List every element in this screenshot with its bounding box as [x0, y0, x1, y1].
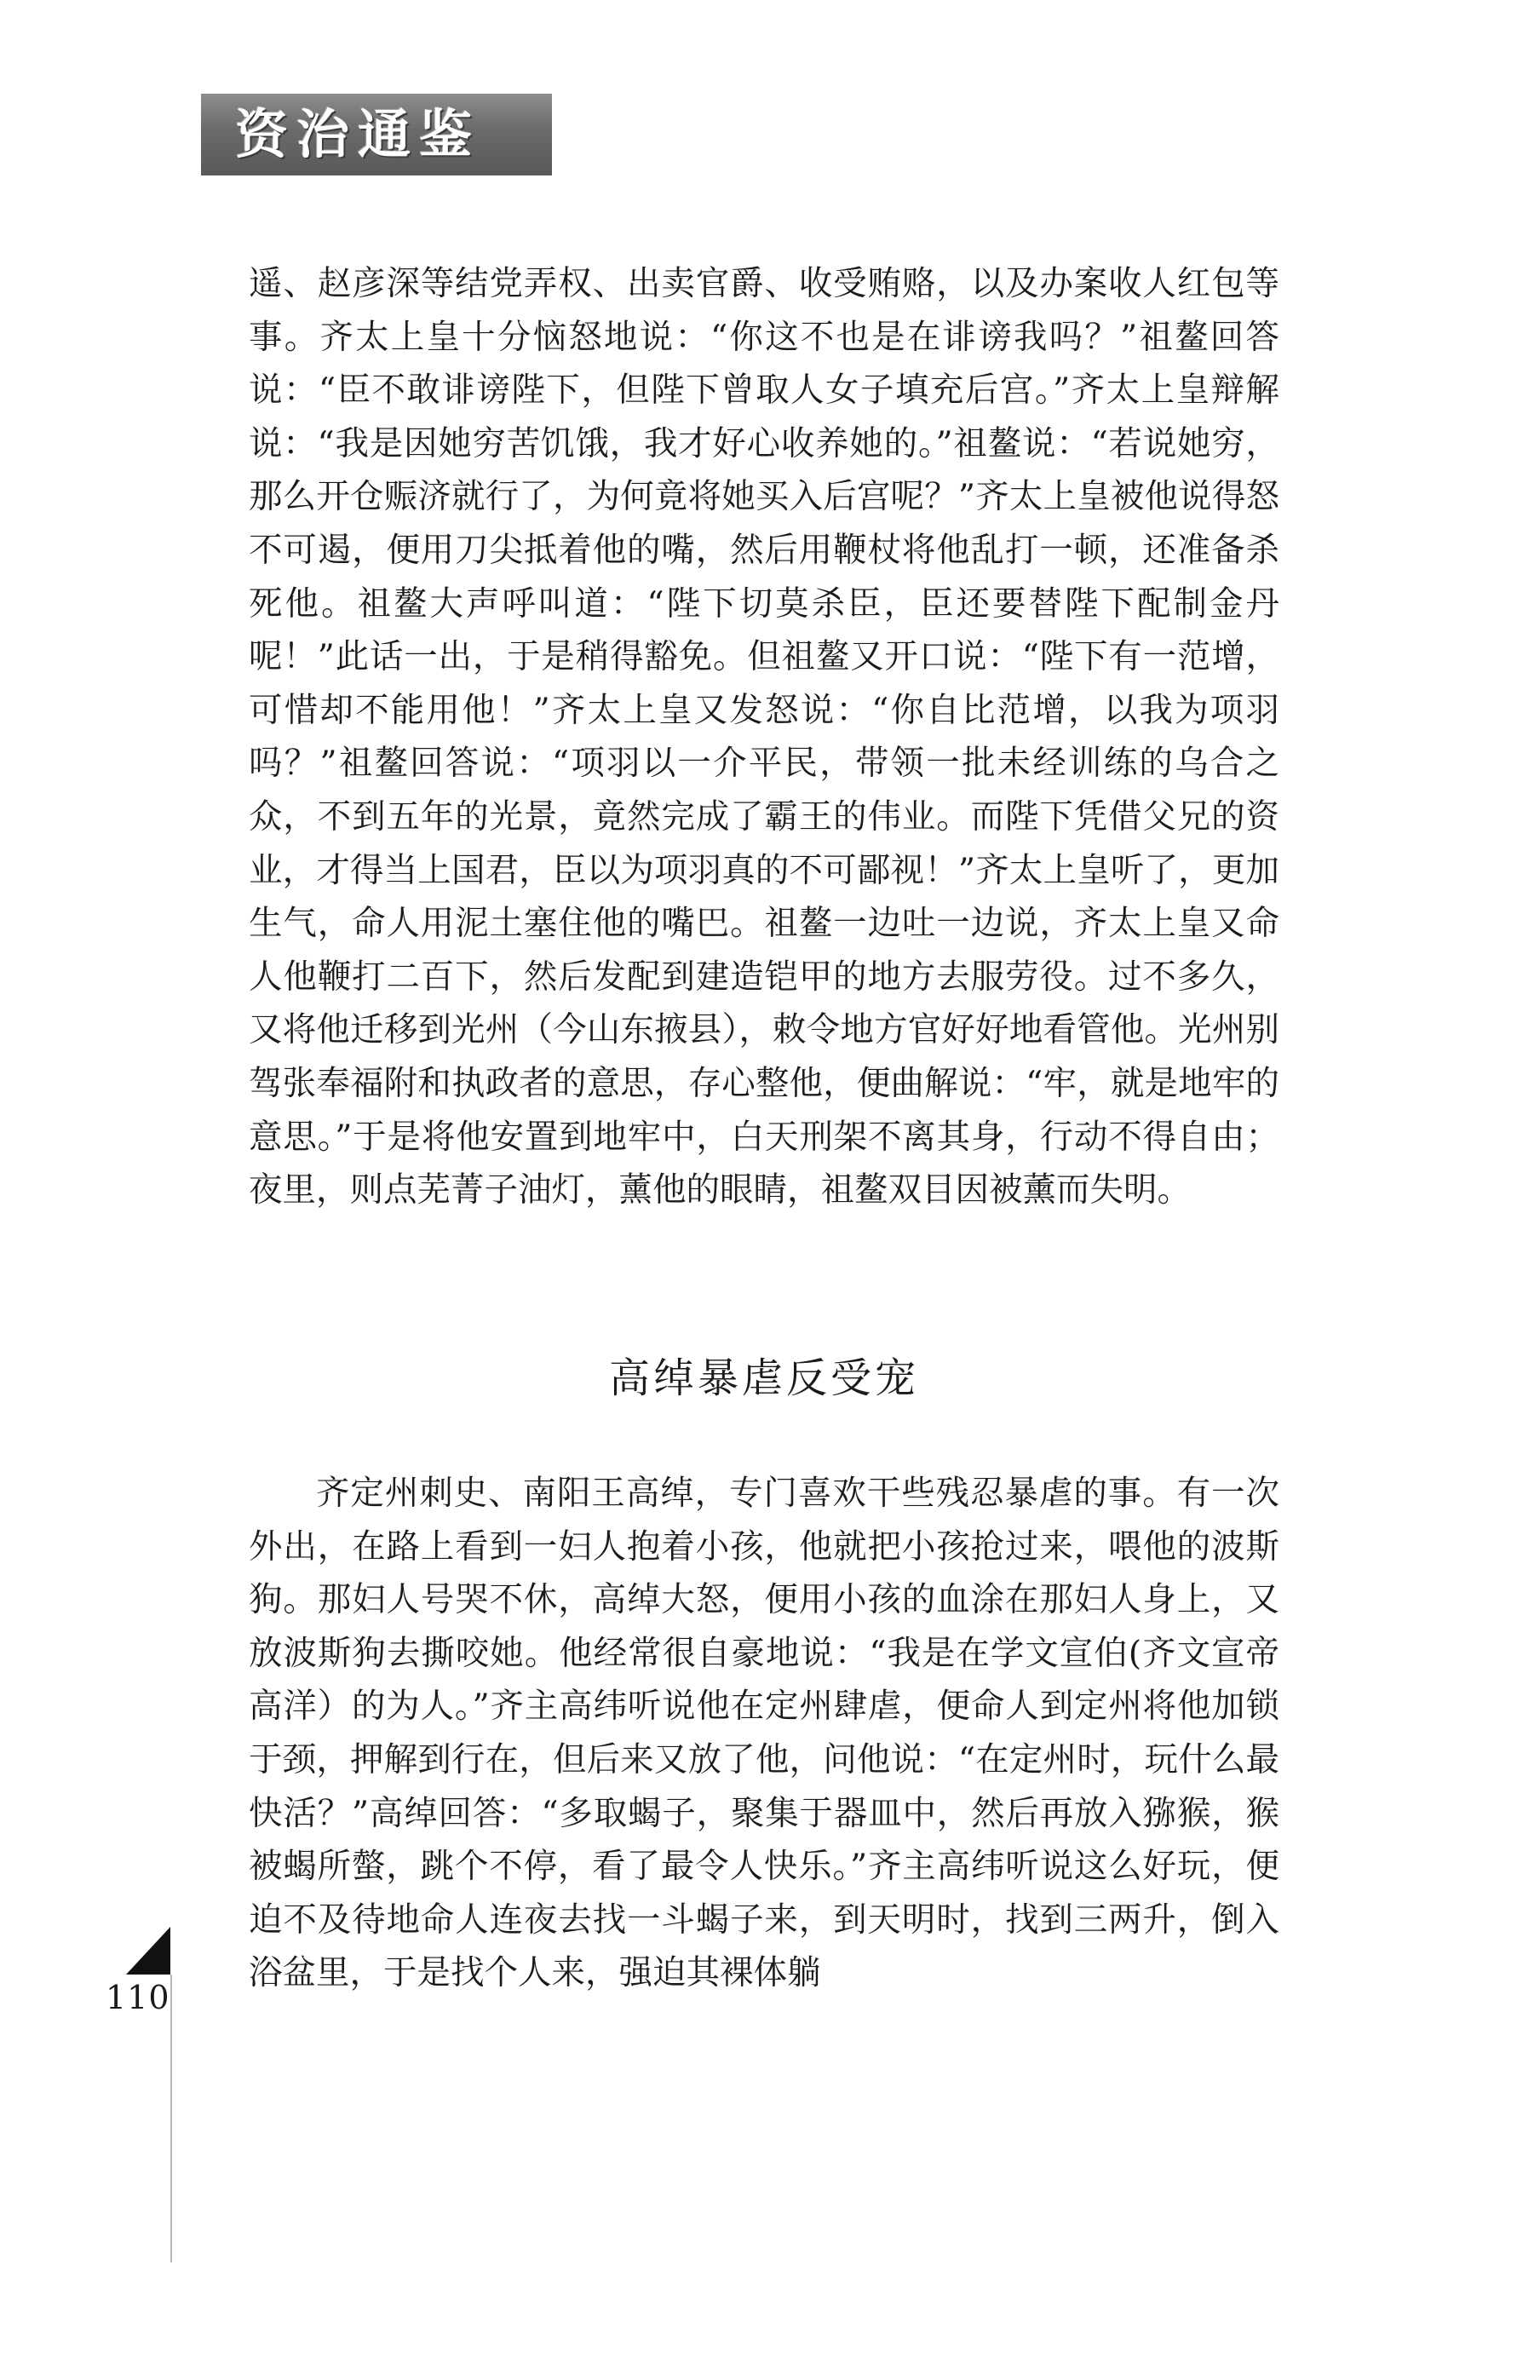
book-title: 资治通鉴	[235, 103, 481, 165]
body-paragraph-2	[249, 1467, 1279, 2000]
margin-divider-line	[170, 1975, 172, 2262]
page-corner-triangle	[126, 1927, 170, 1975]
page-number: 110	[106, 1979, 170, 2016]
section-heading: 高绰暴虐反受宠	[608, 1354, 919, 1402]
book-title-banner	[201, 94, 552, 175]
paragraph-text: 遥、赵彦深等结党弄权、出卖官爵、收受贿赂，以及办案收人红包等事。齐太上皇十分恼怒地说：“你这不也是在诽谤我吗？”祖鳌回答说：“臣不敢诽谤陛下，但陛下曾取人女子填充后宫。”齐太上皇辩解说：“我是因她穷苦饥饿，我才好心收养她的。”祖鳌说：“若说她穷，那么开仓赈济就行了，为何竟将她买入后宫呢？”齐太上皇被他说得怒不可遏，便用刀尖抵着他的嘴，然后用鞭杖将他乱打一顿，还准备杀死他。祖鳌大声呼叫道：“陛下切莫杀臣，臣还要替陛下配制金丹呢！”此话一出，于是稍得豁免。但祖鳌又开口说：“陛下有一范增，可惜却不能用他！”齐太上皇又发怒说：“你自比范增，以我为项羽吗？”祖鳌回答说：“项羽以一介平民，带领一批未经训练的乌合之众，不到五年的光景，竟然完成了霸王的伟业。而陛下凭借父兄的资业，才得当上国君，臣以为项羽真的不可鄙视！”齐太上皇听了，更加生气，命人用泥土塞住他的嘴巴。祖鳌一边吐一边说，齐太上皇又命人他鞭打二百下，然后发配到建造铠甲的地方去服劳役。过不多久，又将他迁移到光州（今山东掖县），敕令地方官好好地看管他。光州别驾张奉福附和执政者的意思，存心整他，便曲解说：“牢，就是地牢的意思。”于是将他安置到地牢中，白天刑架不离其身，行动不得自由；夜里，则点芜菁子油灯，薰他的眼睛，祖鳌双目因被薰而失明。	[249, 264, 1279, 1210]
paragraph-text: 齐定州刺史、南阳王高绰，专门喜欢干些残忍暴虐的事。有一次外出，在路上看到一妇人抱着小孩，他就把小孩抢过来，喂他的波斯狗。那妇人号哭不休，高绰大怒，便用小孩的血涂在那妇人身上，又放波斯狗去撕咬她。他经常很自豪地说：“我是在学文宣伯(齐文宣帝高洋）的为人。”齐主高纬听说他在定州肆虐，便命人到定州将他加锁于颈，押解到行在，但后来又放了他，问他说：“在定州时，玩什么最快活？”高绰回答：“多取蝎子，聚集于器皿中，然后再放入猕猴，猴被蝎所螫，跳个不停，看了最令人快乐。”齐主高纬听说这么好玩，便迫不及待地命人连夜去找一斗蝎子来，到天明时，找到三两升，倒入浴盆里，于是找个人来，强迫其裸体躺	[249, 1474, 1279, 1993]
body-paragraph-1	[249, 257, 1279, 1217]
